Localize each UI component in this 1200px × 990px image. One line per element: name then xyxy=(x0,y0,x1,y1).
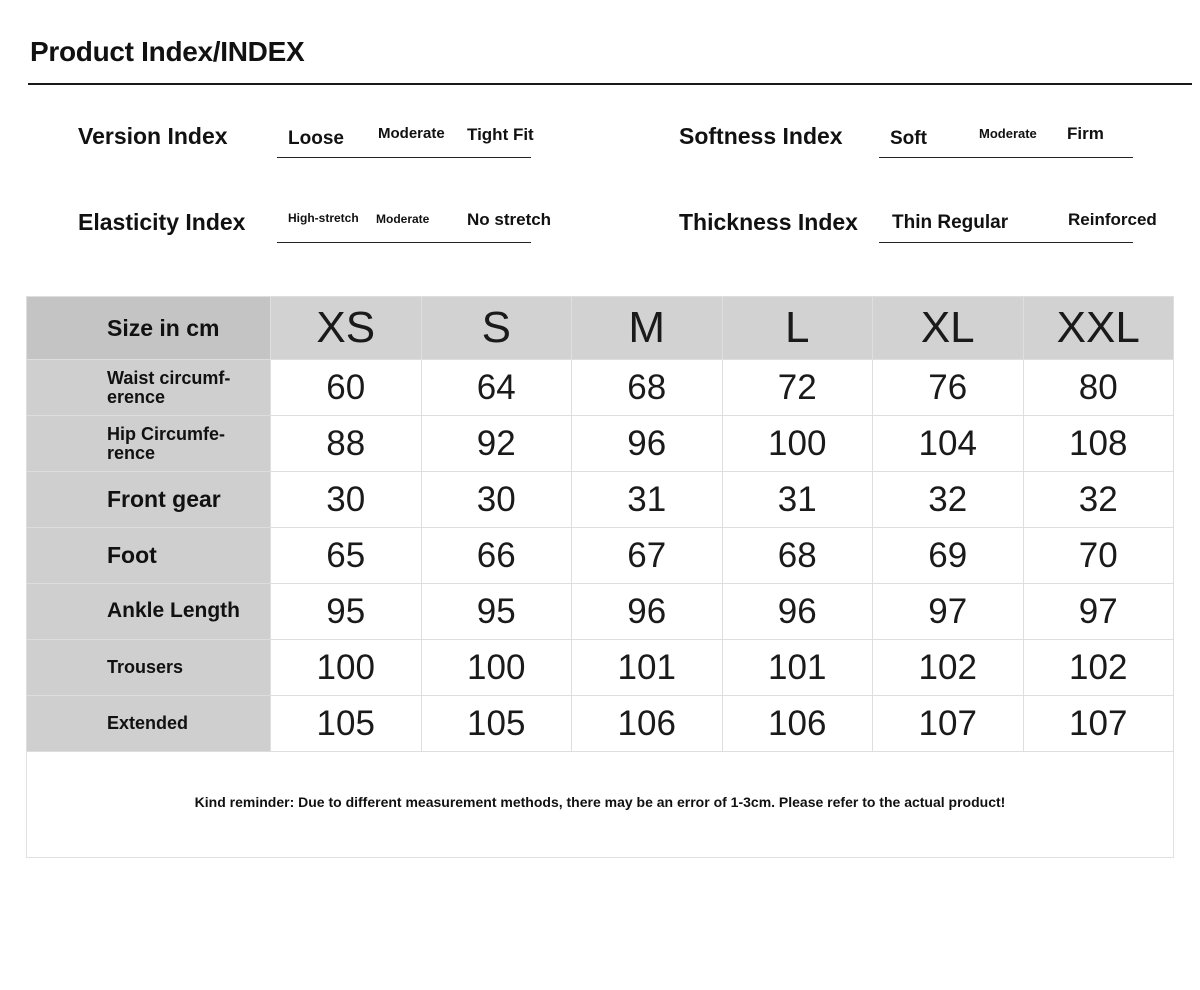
version-index-label: Version Index xyxy=(78,123,228,149)
row-label-line: rence xyxy=(107,442,156,463)
version-option-tight-fit: Tight Fit xyxy=(467,125,534,144)
table-cell: 106 xyxy=(722,696,873,752)
table-cell: 80 xyxy=(1023,360,1174,416)
row-label-hip xyxy=(27,416,271,472)
table-cell: 60 xyxy=(271,360,422,416)
table-cell: 104 xyxy=(873,416,1024,472)
softness-option-soft: Soft xyxy=(890,128,927,149)
size-header-l: L xyxy=(722,297,873,360)
table-cell: 68 xyxy=(722,528,873,584)
table-cell: 95 xyxy=(271,584,422,640)
table-cell: 66 xyxy=(421,528,572,584)
table-cell: 70 xyxy=(1023,528,1174,584)
table-cell: 92 xyxy=(421,416,572,472)
table-cell: 100 xyxy=(271,640,422,696)
version-option-moderate: Moderate xyxy=(378,125,445,142)
table-cell: 97 xyxy=(1023,584,1174,640)
table-cell: 108 xyxy=(1023,416,1174,472)
elasticity-index-scale xyxy=(277,203,552,243)
version-scale-line xyxy=(277,157,531,158)
table-cell: 96 xyxy=(572,584,723,640)
table-cell: 31 xyxy=(572,472,723,528)
version-index-scale xyxy=(277,118,534,158)
table-cell: 72 xyxy=(722,360,873,416)
row-label-front-gear: Front gear xyxy=(27,472,271,528)
size-chart-table xyxy=(26,296,1174,752)
kind-reminder-text: Kind reminder: Due to different measurement methods, there may be an error of 1-3cm. Please refer to the actual product! xyxy=(194,794,1006,810)
table-row xyxy=(27,528,1174,584)
page-title: Product Index/INDEX xyxy=(30,36,305,67)
table-cell: 95 xyxy=(421,584,572,640)
elasticity-scale-line xyxy=(277,242,531,243)
table-cell: 107 xyxy=(873,696,1024,752)
row-label-ankle-length: Ankle Length xyxy=(27,584,271,640)
title-divider xyxy=(28,83,1192,85)
table-cell: 106 xyxy=(572,696,723,752)
size-header-xl: XL xyxy=(873,297,1024,360)
elasticity-index-label: Elasticity Index xyxy=(78,209,246,235)
table-row xyxy=(27,472,1174,528)
size-header-row xyxy=(27,297,1174,360)
table-cell: 30 xyxy=(271,472,422,528)
row-label-line: Hip Circumfe- xyxy=(107,423,226,444)
size-header-s: S xyxy=(421,297,572,360)
table-cell: 96 xyxy=(722,584,873,640)
row-label-extended: Extended xyxy=(27,696,271,752)
table-cell: 105 xyxy=(271,696,422,752)
thickness-option-thin-regular: Thin Regular xyxy=(892,212,1009,233)
softness-scale-line xyxy=(879,157,1133,158)
elasticity-option-high-stretch: High-stretch xyxy=(288,211,359,225)
softness-index-scale xyxy=(879,118,1133,158)
table-cell: 88 xyxy=(271,416,422,472)
row-label-line: erence xyxy=(107,386,166,407)
size-header-m: M xyxy=(572,297,723,360)
row-label-line: Waist circumf- xyxy=(107,367,231,388)
thickness-index-label: Thickness Index xyxy=(679,209,858,235)
table-cell: 101 xyxy=(722,640,873,696)
softness-index-label: Softness Index xyxy=(679,123,843,149)
version-option-loose: Loose xyxy=(288,128,344,149)
table-cell: 32 xyxy=(873,472,1024,528)
table-cell: 64 xyxy=(421,360,572,416)
size-corner-label: Size in cm xyxy=(27,297,271,360)
size-header-xxl: XXL xyxy=(1023,297,1174,360)
table-cell: 32 xyxy=(1023,472,1174,528)
elasticity-option-no-stretch: No stretch xyxy=(467,210,552,229)
reminder-box xyxy=(26,752,1174,858)
table-cell: 67 xyxy=(572,528,723,584)
row-label-foot: Foot xyxy=(27,528,271,584)
table-cell: 105 xyxy=(421,696,572,752)
table-cell: 31 xyxy=(722,472,873,528)
table-cell: 96 xyxy=(572,416,723,472)
table-cell: 69 xyxy=(873,528,1024,584)
table-cell: 107 xyxy=(1023,696,1174,752)
table-cell: 65 xyxy=(271,528,422,584)
table-cell: 100 xyxy=(421,640,572,696)
table-cell: 100 xyxy=(722,416,873,472)
thickness-option-reinforced: Reinforced xyxy=(1068,210,1157,229)
table-row xyxy=(27,584,1174,640)
table-row xyxy=(27,696,1174,752)
table-cell: 68 xyxy=(572,360,723,416)
table-cell: 30 xyxy=(421,472,572,528)
softness-option-firm: Firm xyxy=(1067,124,1104,143)
softness-option-moderate: Moderate xyxy=(979,126,1037,141)
table-row xyxy=(27,640,1174,696)
row-label-trousers: Trousers xyxy=(27,640,271,696)
table-row xyxy=(27,360,1174,416)
size-header-xs: XS xyxy=(271,297,422,360)
thickness-scale-line xyxy=(879,242,1133,243)
table-cell: 102 xyxy=(873,640,1024,696)
table-cell: 101 xyxy=(572,640,723,696)
row-label-waist xyxy=(27,360,271,416)
table-cell: 102 xyxy=(1023,640,1174,696)
table-cell: 97 xyxy=(873,584,1024,640)
table-row xyxy=(27,416,1174,472)
table-cell: 76 xyxy=(873,360,1024,416)
elasticity-option-moderate: Moderate xyxy=(376,212,430,226)
thickness-index-scale xyxy=(879,203,1157,243)
